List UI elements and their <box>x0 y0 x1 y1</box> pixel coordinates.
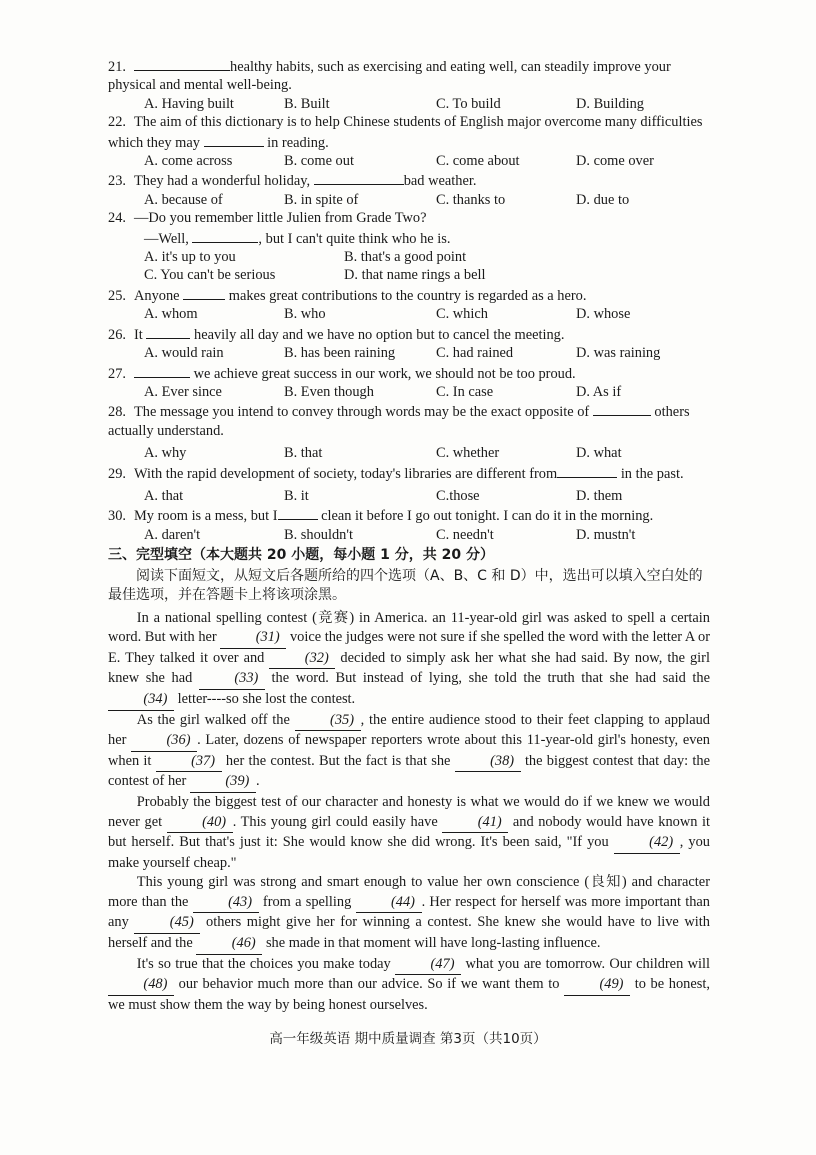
blank-46: (46) <box>196 934 262 955</box>
answer-blank <box>278 505 318 520</box>
blank-48: (48) <box>108 975 174 996</box>
blank-45: (45) <box>134 913 200 934</box>
answer-blank <box>192 228 258 243</box>
blank-39: (39) <box>190 772 256 793</box>
blank-40: (40) <box>167 813 233 834</box>
section-heading: 三、完型填空（本大题共 20 小题，每小题 1 分，共 20 分） <box>108 547 494 564</box>
question-number: 23. <box>108 173 126 190</box>
blank-42: (42) <box>614 833 680 854</box>
answer-blank <box>146 324 190 339</box>
answer-blank <box>557 463 617 478</box>
question-24: 24. —Do you remember little Julien from Grade Two? —Well, , but I can't quite think who he is. A. it's up to you B. that's a good point C. You can't be serious D. that name rings a bell <box>108 209 710 285</box>
answer-blank <box>183 285 225 300</box>
passage-paragraph-5: It's so true that the choices you make today (47) what you are tomorrow. Our children will (48) our behavior much more than our advice. So if we want them to (49) to be honest, we must show them the way by being honest ourselves. <box>108 955 711 1013</box>
options: A. Ever since B. Even though C. In case D. As if <box>144 383 622 400</box>
blank-34: (34) <box>108 690 174 711</box>
options: C. You can't be serious D. that name rings a bell <box>144 267 486 284</box>
question-number: 22. <box>108 114 126 131</box>
blank-38: (38) <box>455 752 521 773</box>
blank-31: (31) <box>220 628 286 649</box>
answer-blank <box>593 401 651 416</box>
options: A. whom B. who C. which D. whose <box>144 306 631 323</box>
question-number: 24. <box>108 210 126 227</box>
page-footer: 高一年级英语 期中质量调查 第3页（共10页） <box>269 1031 547 1047</box>
question-number: 26. <box>108 326 126 343</box>
options: A. come across B. come out C. come about D. come over <box>144 153 654 170</box>
options: A. why B. that C. whether D. what <box>144 445 622 462</box>
question-26: 26. It heavily all day and we have no option but to cancel the meeting. A. would rain B. has been raining C. had rained D. was raining <box>108 324 710 363</box>
blank-36: (36) <box>131 731 197 752</box>
options: A. daren't B. shouldn't C. needn't D. mustn't <box>144 526 636 543</box>
passage-paragraph-2: As the girl walked off the (35) , the entire audience stood to their feet clapping to applaud her (36) . Later, dozens of newspaper reporters wrote about this 11-year-old girl's honesty, even when it (37) her the contest. But the fact is that she (38) the biggest contest that day: the contest of her (39) . <box>108 711 710 793</box>
answer-blank <box>204 132 264 147</box>
question-30: 30. My room is a mess, but I clean it before I go out tonight. I can do it in the morning. A. daren't B. shouldn't C. needn't D. mustn't <box>108 505 710 544</box>
question-25: 25. Anyone makes great contributions to the country is regarded as a hero. A. whom B. who C. which D. whose <box>108 285 710 324</box>
options: A. it's up to you B. that's a good point <box>144 249 467 266</box>
answer-blank <box>314 170 404 185</box>
options: A. because of B. in spite of C. thanks to D. due to <box>144 191 630 208</box>
question-number: 30. <box>108 508 126 525</box>
question-27: 27. we achieve great success in our work, we should not be too proud. A. Ever since B. Even though C. In case D. As if <box>108 363 710 402</box>
question-29: 29. With the rapid development of society, today's libraries are different from in the past. A. that B. it C.those D. them <box>108 463 710 506</box>
question-28: 28. The message you intend to convey through words may be the exact opposite of others actually understand. A. why B. that C. whether D. what <box>108 401 710 462</box>
passage-paragraph-1: In a national spelling contest (竞赛) in America. an 11-year-old girl was asked to spell a certain word. But with her (31) voice the judges were not sure if she spelled the word with the letter A or E. They talked it over and (32) decided to simply ask her what she had said. By now, the girl knew she had (33) the word. But instead of lying, she told the truth that she had said the (34) letter----so she lost the contest. <box>108 609 710 711</box>
blank-33: (33) <box>199 669 265 690</box>
question-number: 21. <box>108 59 126 75</box>
question-number: 27. <box>108 365 126 382</box>
blank-49: (49) <box>564 975 630 996</box>
question-23: 23. They had a wonderful holiday, bad weather. A. because of B. in spite of C. thanks to D. due to <box>108 170 710 209</box>
options: A. Having built B. Built C. To build D. Building <box>144 95 644 112</box>
cloze-passage <box>108 609 710 1016</box>
blank-43: (43) <box>193 893 259 914</box>
passage-paragraph-3: Probably the biggest test of our character and honesty is what we would do if we knew we would never get (40) . This young girl could easily have (41) and nobody would have known it but herself. But that's just it: She would know she did wrong. It's been said, "If you (42) , you make yourself cheap." <box>108 793 710 871</box>
blank-44: (44) <box>356 893 422 914</box>
blank-35: (35) <box>295 711 361 732</box>
question-22: 22. The aim of this dictionary is to help Chinese students of English major overcome many difficulties which they may in reading. A. come across B. come out C. come about D. come over <box>108 113 710 170</box>
blank-41: (41) <box>442 813 508 834</box>
blank-47: (47) <box>395 955 461 976</box>
question-21: 21. healthy habits, such as exercising and eating well, can steadily improve your physical and mental well-being. A. Having built B. Built C. To build D. Building <box>108 56 710 113</box>
blank-37: (37) <box>156 752 222 773</box>
options: A. that B. it C.those D. them <box>144 487 623 504</box>
question-number: 25. <box>108 287 126 304</box>
question-number: 28. <box>108 404 126 421</box>
passage-paragraph-4: This young girl was strong and smart enough to value her own conscience (良知) and character more than the (43) from a spelling (44) . Her respect for herself was more important than any (45) others might give her for winning a contest. She knew she would have to live with herself and the (46) she made in that moment will have long-lasting influence. <box>108 873 710 954</box>
blank-32: (32) <box>269 649 335 670</box>
answer-blank <box>134 363 190 378</box>
section-instruction: 阅读下面短文，从短文后各题所给的四个选项（A、B、C 和 D）中，选出可以填入空白处的最佳选项，并在答题卡上将该项涂黑。 <box>108 567 703 603</box>
question-number: 29. <box>108 465 126 482</box>
answer-blank <box>134 56 230 71</box>
options: A. would rain B. has been raining C. had rained D. was raining <box>144 345 661 362</box>
